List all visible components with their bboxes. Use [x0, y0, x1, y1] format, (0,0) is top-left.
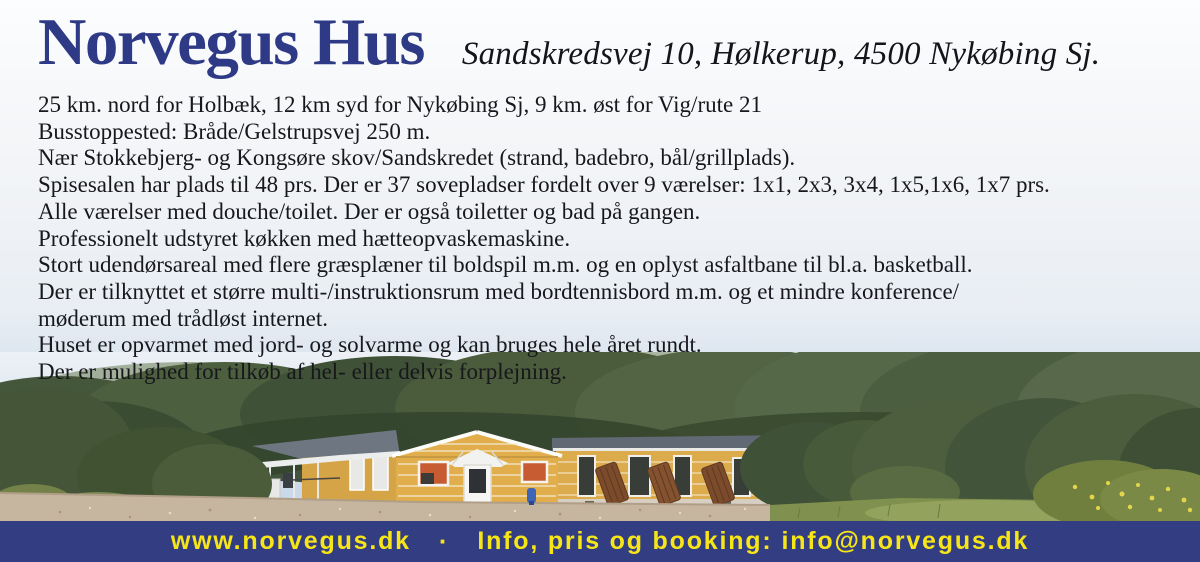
website-link[interactable]: www.norvegus.dk: [170, 527, 411, 555]
description-text: [38, 92, 1190, 386]
description-line: Spisesalen har plads til 48 prs. Der er 37 sovepladser fordelt over 9 værelser: 1x1, 2x3, 3x4, 1x5,1x6, 1x7 prs.: [38, 172, 1050, 198]
description-line: 25 km. nord for Holbæk, 12 km syd for Nykøbing Sj, 9 km. øst for Vig/rute 21: [38, 92, 762, 117]
description-line: Der er mulighed for tilkøb af hel- eller delvis forplejning.: [38, 359, 567, 385]
description-line: Stort udendørsareal med flere græsplæner til boldspil m.m. og en oplyst asfaltbane til bl.a. basketball.: [38, 252, 973, 278]
front-door: [464, 465, 491, 507]
description-line: Nær Stokkebjerg- og Kongsøre skov/Sandskredet (strand, badebro, bål/grillplads).: [38, 145, 796, 171]
description-line: Der er tilknyttet et større multi-/instruktionsrum med bordtennisbord m.m. og et mindre konference/: [38, 278, 960, 304]
description-line: møderum med trådløst internet.: [38, 305, 328, 331]
email-link[interactable]: info@norvegus.dk: [781, 527, 1030, 555]
description-line: Huset er opvarmet med jord- og solvarme og kan bruges hele året rundt.: [38, 332, 702, 358]
description-line: Alle værelser med douche/toilet. Der er også toiletter og bad på gangen.: [38, 198, 701, 224]
booking-label: Info, pris og booking:: [477, 527, 773, 555]
description-line: Professionelt udstyret køkken med hætteopvaskemaskine.: [38, 225, 571, 251]
footer-bar: [0, 521, 1200, 562]
blue-figure: [527, 488, 536, 505]
separator-dot: ·: [438, 526, 450, 556]
property-address: Sandskredsvej 10, Hølkerup, 4500 Nykøbing Sj.: [461, 36, 1101, 72]
lounge-chairs: [595, 461, 735, 506]
header: [38, 6, 1180, 80]
booking-contact: [477, 527, 1029, 556]
description-line: Busstoppested: Bråde/Gelstrupsvej 250 m.: [38, 118, 431, 144]
page-title: Norvegus Hus: [38, 5, 424, 79]
